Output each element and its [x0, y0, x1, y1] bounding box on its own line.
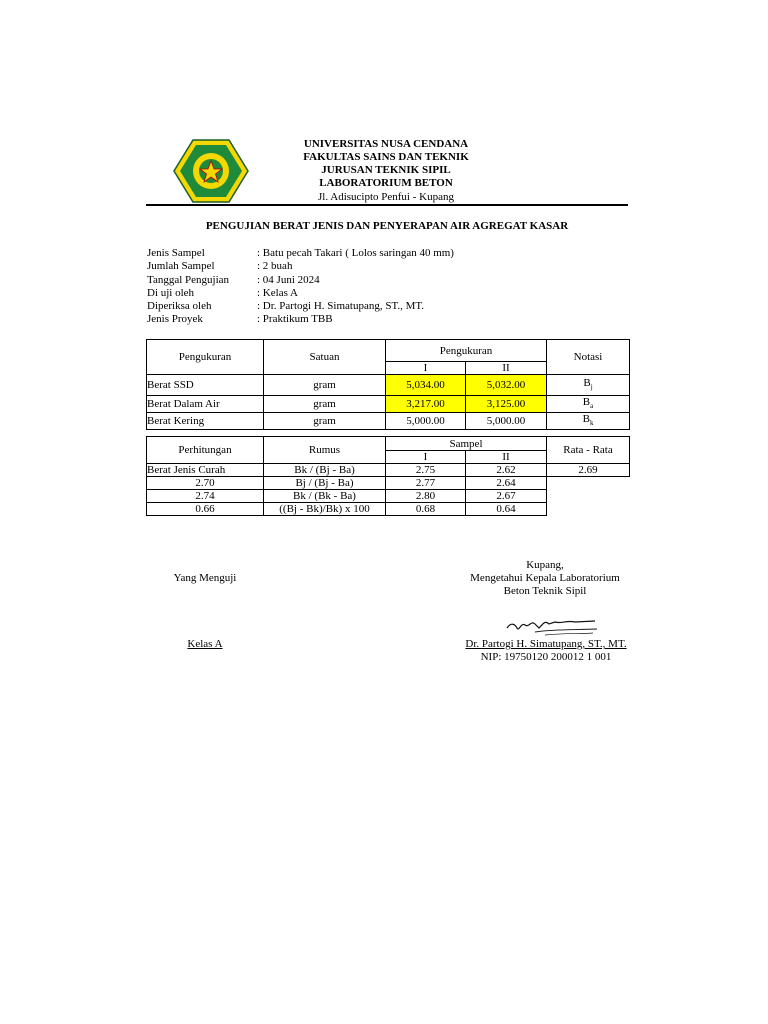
header-satuan: Satuan — [264, 340, 386, 375]
info-row — [147, 287, 567, 300]
row-value-i: 3,217.00 — [386, 396, 466, 413]
info-value: : Praktikum TBB — [257, 313, 333, 325]
info-label: Diperiksa oleh — [147, 300, 212, 312]
tester-name: Kelas A — [187, 638, 223, 650]
sign-place: Kupang, — [526, 559, 564, 571]
calc-value-i: 2.75 — [386, 464, 466, 477]
calc-name: Berat Jenis Curah — [147, 464, 264, 477]
department-name: JURUSAN TEKNIK SIPIL — [321, 164, 451, 176]
header-ii: II — [466, 362, 547, 375]
header-i: I — [386, 451, 466, 464]
header-sampel-group: Sampel — [386, 437, 547, 451]
calc-value-ii: 2.67 — [466, 490, 547, 503]
header-ii: II — [466, 451, 547, 464]
row-name: Berat Kering — [147, 413, 264, 430]
calc-value-ii: 2.64 — [466, 477, 547, 490]
calc-rumus: Bk / (Bk - Ba) — [264, 490, 386, 503]
row-value-i: 5,034.00 — [386, 375, 466, 396]
info-row — [147, 274, 567, 287]
info-label: Jumlah Sampel — [147, 260, 215, 272]
row-value-i: 5,000.00 — [386, 413, 466, 430]
info-label: Tanggal Pengujian — [147, 274, 230, 286]
header-pengukuran-group: Pengukuran — [386, 340, 547, 362]
info-value: : 2 buah — [257, 260, 293, 272]
info-label: Jenis Sampel — [147, 247, 205, 259]
info-value: : Kelas A — [257, 287, 298, 299]
row-unit: gram — [264, 375, 386, 396]
row-value-ii: 5,032.00 — [466, 375, 547, 396]
calc-value-i: 0.68 — [386, 503, 466, 516]
empty-cell — [547, 490, 630, 503]
header-perhitungan: Perhitungan — [147, 437, 264, 464]
empty-cell — [547, 477, 630, 490]
calc-value-i: 2.77 — [386, 477, 466, 490]
calc-value-ii: 2.62 — [466, 464, 547, 477]
calculation-table — [146, 436, 630, 516]
tester-title: Yang Menguji — [173, 572, 237, 584]
document-title: PENGUJIAN BERAT JENIS DAN PENYERAPAN AIR AGREGAT KASAR — [205, 220, 569, 232]
signature-image — [505, 610, 605, 640]
row-name: Berat Dalam Air — [147, 396, 264, 413]
approver-title-2: Beton Teknik Sipil — [503, 585, 587, 597]
row-notasi: $B_j$ — [547, 375, 630, 396]
row-value-ii: 5,000.00 — [466, 413, 547, 430]
calc-value-ii: 0.64 — [466, 503, 547, 516]
header-rata-rata: Rata - Rata — [547, 437, 630, 464]
approver-nip: NIP: 19750120 200012 1 001 — [480, 651, 612, 663]
calc-name: 2.70 — [147, 477, 264, 490]
header-rumus: Rumus — [264, 437, 386, 464]
approver-title-1: Mengetahui Kepala Laboratorium — [470, 572, 620, 584]
info-row — [147, 260, 567, 273]
address: Jl. Adisucipto Penfui - Kupang — [318, 191, 454, 203]
calc-name: 0.66 — [147, 503, 264, 516]
info-label: Di uji oleh — [147, 287, 195, 299]
row-unit: gram — [264, 413, 386, 430]
lab-name: LABORATORIUM BETON — [319, 177, 453, 189]
university-name: UNIVERSITAS NUSA CENDANA — [303, 138, 469, 150]
row-unit: gram — [264, 396, 386, 413]
measurement-table — [146, 339, 630, 430]
header-pengukuran: Pengukuran — [147, 340, 264, 375]
info-row — [147, 313, 567, 326]
row-value-ii: 3,125.00 — [466, 396, 547, 413]
faculty-name: FAKULTAS SAINS DAN TEKNIK — [303, 151, 469, 163]
header-notasi: Notasi — [547, 340, 630, 375]
calc-rumus: ((Bj - Bk)/Bk) x 100 — [264, 503, 386, 516]
info-value: : 04 Juni 2024 — [257, 274, 320, 286]
info-row — [147, 247, 567, 260]
calc-name: 2.74 — [147, 490, 264, 503]
row-name: Berat SSD — [147, 375, 264, 396]
calc-rata: 2.69 — [547, 464, 630, 477]
row-notasi: $B_k$ — [547, 413, 630, 430]
calc-rumus: Bk / (Bj - Ba) — [264, 464, 386, 477]
approver-name: Dr. Partogi H. Simatupang, ST., MT. — [465, 638, 627, 650]
calc-rumus: Bj / (Bj - Ba) — [264, 477, 386, 490]
info-value: : Dr. Partogi H. Simatupang, ST., MT. — [257, 300, 425, 312]
calc-value-i: 2.80 — [386, 490, 466, 503]
info-value: : Batu pecah Takari ( Lolos saringan 40 mm) — [257, 247, 454, 259]
row-notasi: $B_a$ — [547, 396, 630, 413]
info-row — [147, 300, 567, 313]
header-divider — [146, 204, 628, 206]
header-i: I — [386, 362, 466, 375]
empty-cell — [547, 503, 630, 516]
info-label: Jenis Proyek — [147, 313, 203, 325]
